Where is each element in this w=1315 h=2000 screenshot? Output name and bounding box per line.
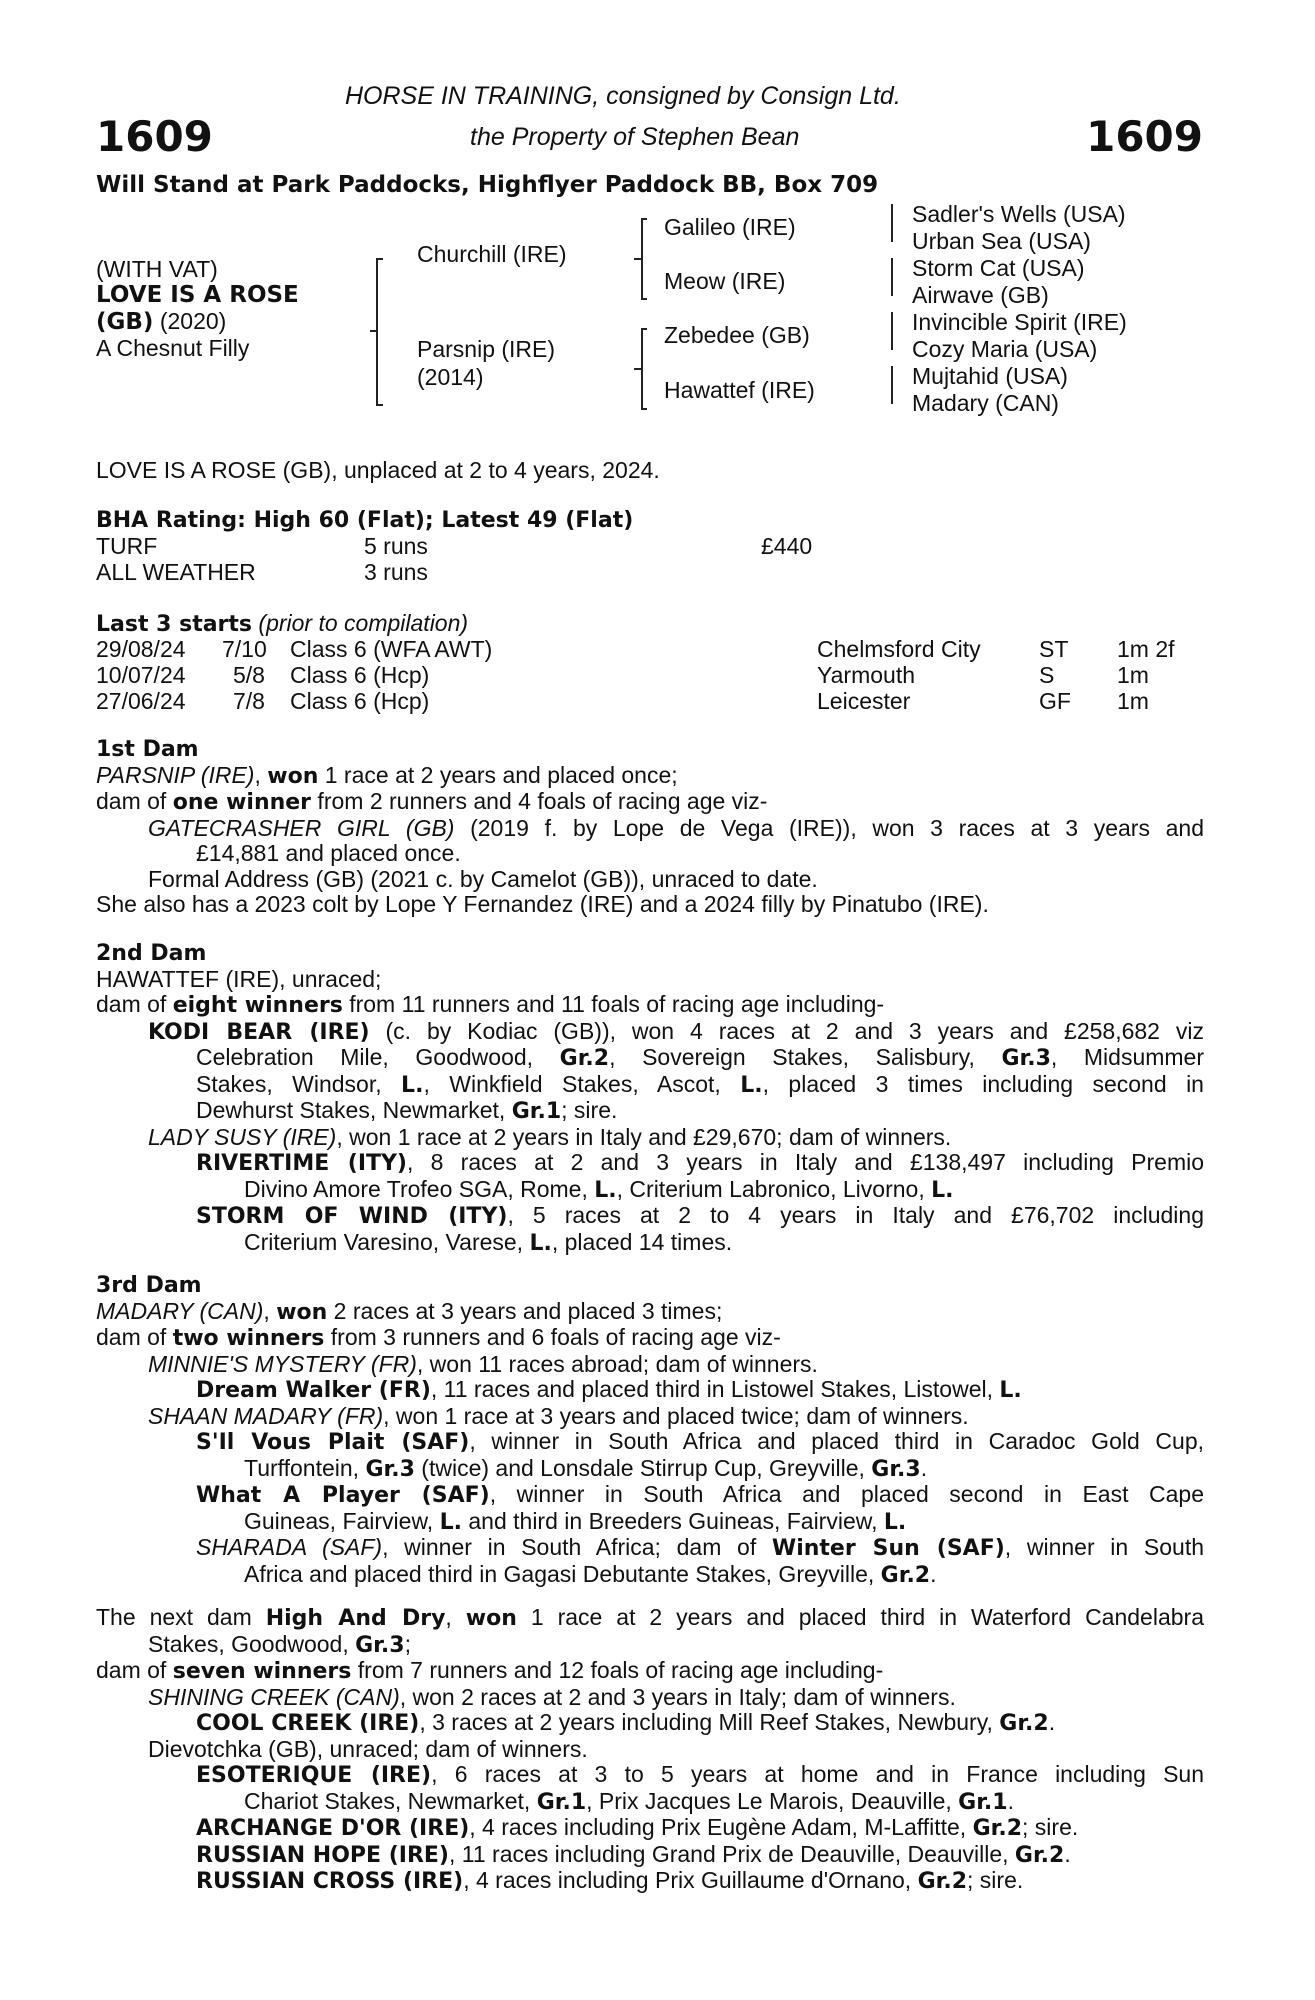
sire-dam: Meow (IRE) bbox=[664, 268, 786, 294]
horse-name: LOVE IS A ROSE bbox=[96, 282, 299, 308]
produce-entry-cont: Stakes, Windsor, L., Winkfield Stakes, Ascot, L., placed 3 times including second in bbox=[196, 1070, 1204, 1098]
grandproduce-entry-cont: Criterium Varesino, Varese, L., placed 14 times. bbox=[244, 1228, 733, 1256]
horse-origin bbox=[96, 308, 226, 336]
grandproduce-entry: Dream Walker (FR), 11 races and placed third in Listowel Stakes, Listowel, L. bbox=[196, 1376, 1022, 1403]
produce-entry: SHINING CREEK (CAN), won 2 races at 2 and 3 years in Italy; dam of winners. bbox=[148, 1683, 956, 1710]
third-dam-produce-summary: dam of two winners from 3 runners and 6 foals of racing age viz- bbox=[96, 1324, 781, 1351]
lot-number-right: 1609 bbox=[1086, 112, 1203, 161]
produce-entry-cont: Dewhurst Stakes, Newmarket, Gr.1; sire. bbox=[196, 1097, 618, 1124]
produce-entry: Formal Address (GB) (2021 c. by Camelot (GB)), unraced to date. bbox=[148, 865, 818, 892]
produce-entry: Dievotchka (GB), unraced; dam of winners. bbox=[148, 1735, 588, 1762]
granddam-4: Madary (CAN) bbox=[912, 390, 1059, 416]
grandproduce-entry: What A Player (SAF), winner in South Africa and placed second in East Cape bbox=[196, 1481, 1204, 1508]
second-dam-title: 2nd Dam bbox=[96, 941, 207, 966]
horse-description: A Chesnut Filly bbox=[96, 335, 250, 361]
third-dam-record: MADARY (CAN), won 2 races at 3 years and placed 3 times; bbox=[96, 1297, 723, 1325]
second-dam-record: HAWATTEF (IRE), unraced; bbox=[96, 965, 382, 992]
grandproduce-entry: STORM OF WIND (ITY), 5 races at 2 to 4 years in Italy and £76,702 including bbox=[196, 1202, 1205, 1229]
start-going: S bbox=[1039, 662, 1055, 688]
grandsire-2: Storm Cat (USA) bbox=[912, 255, 1085, 281]
second-dam-produce-summary: dam of eight winners from 11 runners and 11 foals of racing age including- bbox=[96, 991, 885, 1018]
start-date: 10/07/24 bbox=[96, 662, 186, 688]
start-going: ST bbox=[1039, 636, 1069, 662]
stand-location: Will Stand at Park Paddocks, Highflyer Paddock BB, Box 709 bbox=[96, 172, 879, 198]
aw-runs: 3 runs bbox=[364, 559, 428, 585]
start-distance: 1m bbox=[1117, 688, 1149, 714]
start-pos: 5/8 bbox=[233, 662, 265, 688]
start-course: Leicester bbox=[817, 688, 911, 714]
grandproduce-entry-cont: Chariot Stakes, Newmarket, Gr.1, Prix Jacques Le Marois, Deauville, Gr.1. bbox=[244, 1787, 1014, 1815]
start-class: Class 6 (Hcp) bbox=[290, 662, 430, 688]
last-starts-note: (prior to compilation) bbox=[258, 610, 469, 636]
dam-year: (2014) bbox=[417, 364, 484, 390]
grandproduce-entry: ESOTERIQUE (IRE), 6 races at 3 to 5 years at home and in France including Sun bbox=[196, 1761, 1205, 1788]
granddam-1: Urban Sea (USA) bbox=[912, 228, 1091, 254]
grandproduce-entry-cont: Africa and placed third in Gagasi Debutante Stakes, Greyville, Gr.2. bbox=[244, 1560, 937, 1588]
grandproduce-entry: COOL CREEK (IRE), 3 races at 2 years including Mill Reef Stakes, Newbury, Gr.2. bbox=[196, 1709, 1056, 1736]
produce-entry-cont: £14,881 and placed once. bbox=[196, 840, 461, 866]
third-dam-section bbox=[96, 1273, 1204, 1588]
grandproduce-entry: RUSSIAN CROSS (IRE), 4 races including Prix Guillaume d'Ornano, Gr.2; sire. bbox=[196, 1867, 1024, 1894]
granddam-3: Cozy Maria (USA) bbox=[912, 336, 1098, 362]
grandproduce-entry: RIVERTIME (ITY), 8 races at 2 and 3 years in Italy and £138,497 including Premio bbox=[196, 1149, 1205, 1176]
start-course: Yarmouth bbox=[817, 662, 916, 688]
produce-entry-cont: Celebration Mile, Goodwood, Gr.2, Sovereign Stakes, Salisbury, Gr.3, Midsummer bbox=[196, 1044, 1205, 1071]
produce-entry: GATECRASHER GIRL (GB) (2019 f. by Lope de Vega (IRE)), won 3 races at 3 years and bbox=[148, 814, 1204, 841]
start-distance: 1m 2f bbox=[1117, 636, 1175, 662]
first-dam-section bbox=[96, 737, 1204, 918]
grandproduce-entry: ARCHANGE D'OR (IRE), 4 races including Prix Eugène Adam, M-Laffitte, Gr.2; sire. bbox=[196, 1814, 1079, 1841]
produce-entry: MINNIE'S MYSTERY (FR), won 11 races abroad; dam of winners. bbox=[148, 1350, 818, 1377]
grandproduce-entry: SHARADA (SAF), winner in South Africa; dam of Winter Sun (SAF), winner in South bbox=[196, 1534, 1205, 1561]
fourth-dam-produce-summary: dam of seven winners from 7 runners and 12 foals of racing age including- bbox=[96, 1657, 884, 1684]
fourth-dam-record-cont: Stakes, Goodwood, Gr.3; bbox=[148, 1630, 411, 1658]
granddam-2: Airwave (GB) bbox=[912, 282, 1049, 308]
start-distance: 1m bbox=[1117, 662, 1149, 688]
turf-runs: 5 runs bbox=[364, 533, 428, 559]
sire: Churchill (IRE) bbox=[417, 241, 567, 267]
produce-entry: LADY SUSY (IRE), won 1 race at 2 years in Italy and £29,670; dam of winners. bbox=[148, 1123, 952, 1150]
produce-entry: SHAAN MADARY (FR), won 1 race at 3 years and placed twice; dam of winners. bbox=[148, 1402, 969, 1429]
grandproduce-entry: RUSSIAN HOPE (IRE), 11 races including Grand Prix de Deauville, Deauville, Gr.2. bbox=[196, 1840, 1071, 1868]
bha-rating: BHA Rating: High 60 (Flat); Latest 49 (Flat) bbox=[96, 508, 634, 533]
start-date: 29/08/24 bbox=[96, 636, 186, 662]
aw-label: ALL WEATHER bbox=[96, 559, 256, 585]
sire-sire: Galileo (IRE) bbox=[664, 214, 796, 240]
last-starts-heading bbox=[96, 610, 468, 637]
start-course: Chelmsford City bbox=[817, 636, 981, 662]
grandsire-4: Mujtahid (USA) bbox=[912, 363, 1068, 389]
race-summary: LOVE IS A ROSE (GB), unplaced at 2 to 4 years, 2024. bbox=[96, 457, 660, 483]
start-pos: 7/10 bbox=[222, 636, 267, 662]
dam-dam: Hawattef (IRE) bbox=[664, 377, 815, 403]
grandproduce-entry: S'Il Vous Plait (SAF), winner in South Africa and placed third in Caradoc Gold Cup, bbox=[196, 1428, 1204, 1455]
vat-label: (WITH VAT) bbox=[96, 256, 218, 282]
start-class: Class 6 (Hcp) bbox=[290, 688, 430, 714]
fourth-dam-record: The next dam High And Dry, won 1 race at 2 years and placed third in Waterford Candelabra bbox=[96, 1604, 1204, 1631]
property-line: the Property of Stephen Bean bbox=[470, 123, 800, 151]
start-class: Class 6 (WFA AWT) bbox=[290, 636, 493, 662]
first-dam-title: 1st Dam bbox=[96, 737, 199, 762]
last-starts-title: Last 3 starts bbox=[96, 612, 253, 637]
grandproduce-entry-cont: Divino Amore Trofeo SGA, Rome, L., Criterium Labronico, Livorno, L. bbox=[244, 1175, 954, 1203]
start-pos: 7/8 bbox=[233, 688, 265, 714]
consignment-line: HORSE IN TRAINING, consigned by Consign Ltd. bbox=[345, 82, 901, 110]
first-dam-note: She also has a 2023 colt by Lope Y Fernandez (IRE) and a 2024 filly by Pinatubo (IRE). bbox=[96, 891, 989, 917]
second-dam-section bbox=[96, 941, 1204, 1256]
grandproduce-entry-cont: Turffontein, Gr.3 (twice) and Lonsdale Stirrup Cup, Greyville, Gr.3. bbox=[244, 1454, 928, 1482]
dam-sire: Zebedee (GB) bbox=[664, 322, 810, 348]
first-dam-record: PARSNIP (IRE), won 1 race at 2 years and placed once; bbox=[96, 761, 678, 789]
start-date: 27/06/24 bbox=[96, 688, 186, 714]
fourth-dam-section bbox=[96, 1605, 1204, 1895]
horse-year: (2020) bbox=[159, 308, 227, 334]
horse-country: (GB) bbox=[96, 309, 154, 335]
grandsire-1: Sadler's Wells (USA) bbox=[912, 201, 1126, 227]
grandproduce-entry-cont: Guineas, Fairview, L. and third in Breeders Guineas, Fairview, L. bbox=[244, 1507, 907, 1535]
turf-prize: £440 bbox=[761, 533, 813, 559]
first-dam-produce-summary: dam of one winner from 2 runners and 4 foals of racing age viz- bbox=[96, 788, 768, 815]
third-dam-title: 3rd Dam bbox=[96, 1273, 202, 1298]
grandsire-3: Invincible Spirit (IRE) bbox=[912, 309, 1127, 335]
produce-entry: KODI BEAR (IRE) (c. by Kodiac (GB)), won 4 races at 2 and 3 years and £258,682 viz bbox=[148, 1017, 1204, 1045]
start-going: GF bbox=[1039, 688, 1071, 714]
turf-label: TURF bbox=[96, 533, 158, 559]
lot-number-left: 1609 bbox=[96, 112, 213, 161]
dam: Parsnip (IRE) bbox=[417, 336, 556, 362]
